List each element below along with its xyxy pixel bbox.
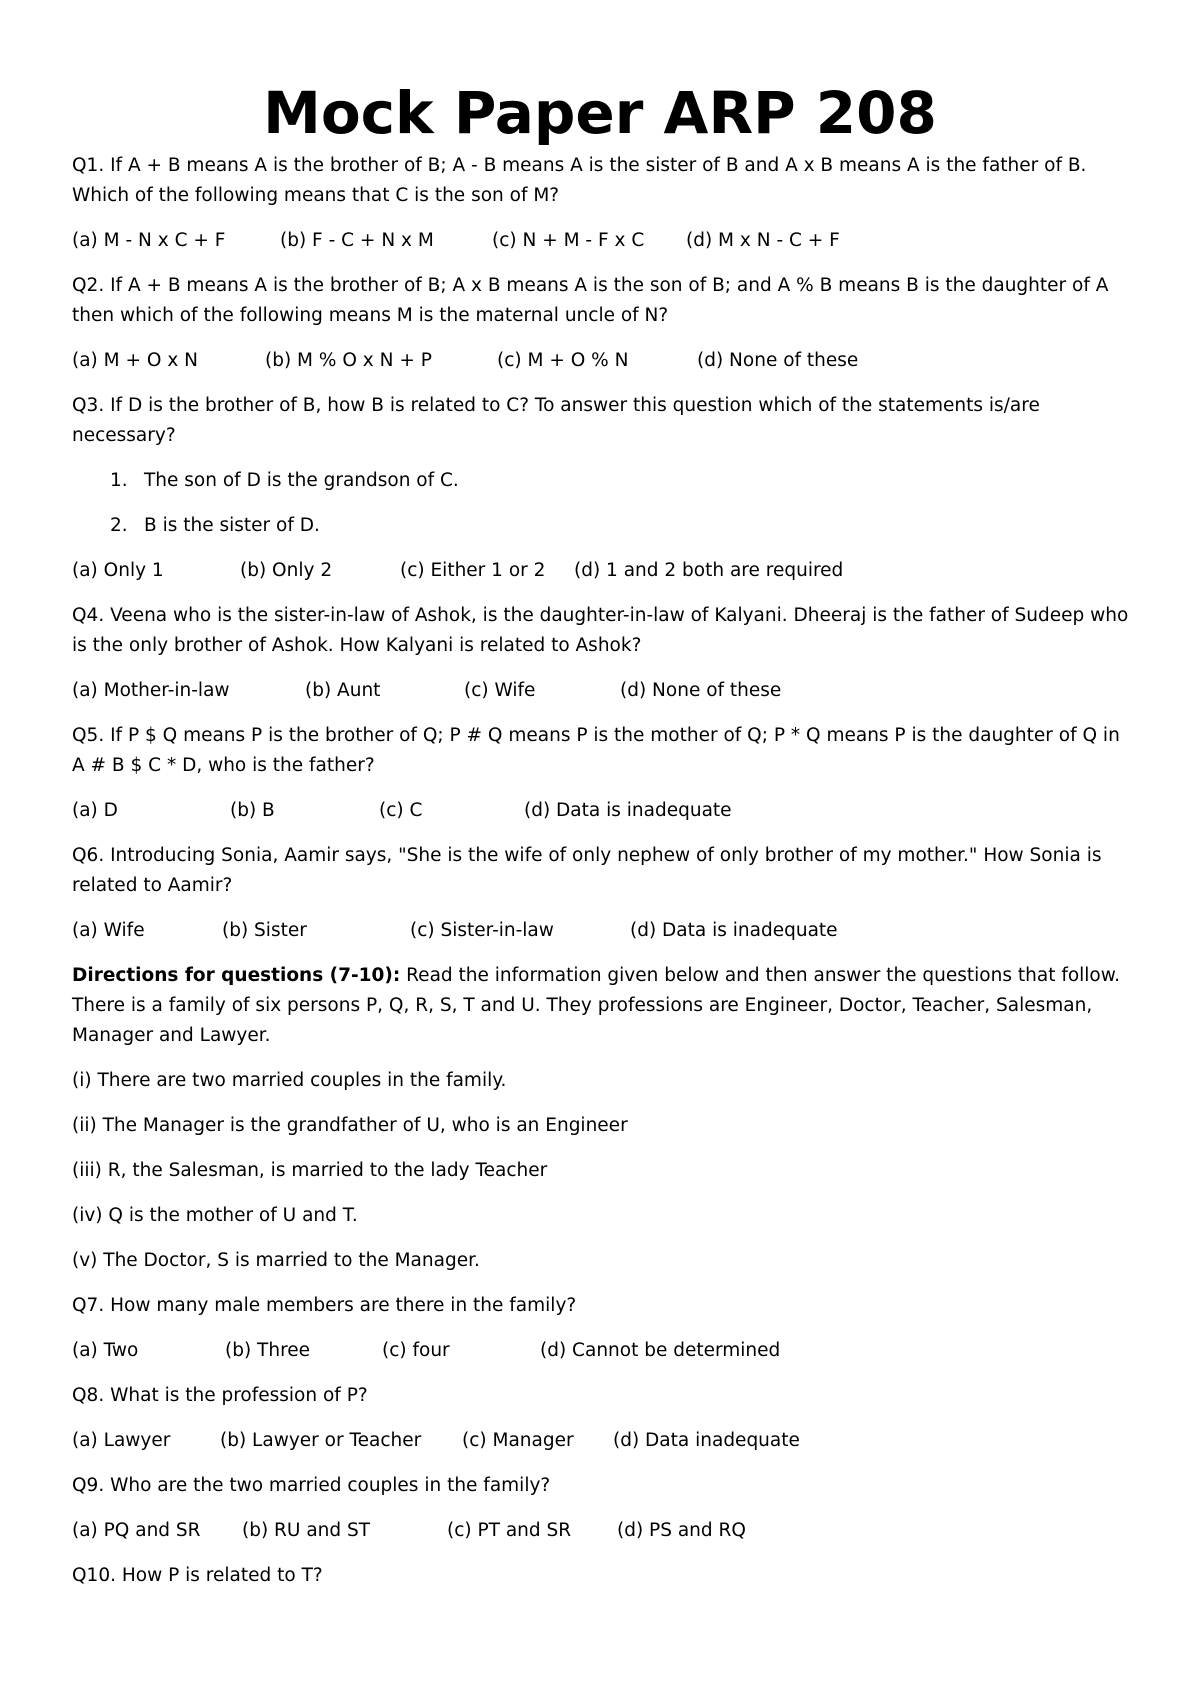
direction-statement: (iii) R, the Salesman, is married to the lady Teacher xyxy=(72,1160,548,1181)
option-a: (a) Mother-in-law xyxy=(72,680,230,701)
option-a: (a) Only 1 xyxy=(72,560,164,581)
option-c: (c) M + O % N xyxy=(497,350,629,371)
question-5-options xyxy=(72,796,1134,826)
question-7-options xyxy=(72,1336,1134,1366)
option-d: (d) PS and RQ xyxy=(617,1520,746,1541)
statement-2 xyxy=(72,511,1134,541)
option-a: (a) D xyxy=(72,800,118,821)
statement-number: 2. xyxy=(110,515,128,536)
option-d: (d) Data is inadequate xyxy=(524,800,732,821)
option-c: (c) Manager xyxy=(462,1430,574,1451)
option-b: (b) F - C + N x M xyxy=(280,230,434,251)
directions-paragraph xyxy=(72,961,1134,1051)
option-c: (c) PT and SR xyxy=(447,1520,572,1541)
question-5: Q5. If P $ Q means P is the brother of Q; P # Q means P is the mother of Q; P * Q means P is the daughter of Q in A # B $ C * D, who is the father? xyxy=(72,725,1120,776)
question-10: Q10. How P is related to T? xyxy=(72,1565,323,1586)
question-2-options xyxy=(72,346,1134,376)
option-d: (d) M x N - C + F xyxy=(686,230,840,251)
question-4-options xyxy=(72,676,1134,706)
option-a: (a) Two xyxy=(72,1340,139,1361)
option-a: (a) PQ and SR xyxy=(72,1520,201,1541)
option-a: (a) Wife xyxy=(72,920,145,941)
option-d: (d) 1 and 2 both are required xyxy=(574,560,844,581)
question-6-options xyxy=(72,916,1134,946)
option-c: (c) Either 1 or 2 xyxy=(400,560,546,581)
question-1-options xyxy=(72,226,1134,256)
option-a: (a) Lawyer xyxy=(72,1430,171,1451)
question-8: Q8. What is the profession of P? xyxy=(72,1385,368,1406)
page-title: Mock Paper ARP 208 xyxy=(263,79,937,147)
option-d: (d) Data is inadequate xyxy=(630,920,838,941)
option-b: (b) Aunt xyxy=(305,680,381,701)
option-c: (c) N + M - F x C xyxy=(492,230,645,251)
option-b: (b) Three xyxy=(225,1340,311,1361)
question-2: Q2. If A + B means A is the brother of B; A x B means A is the son of B; and A % B means B is the daughter of A then which of the following means M is the maternal uncle of N? xyxy=(72,275,1109,326)
statement-text: B is the sister of D. xyxy=(144,515,320,536)
question-3-options xyxy=(72,556,1134,586)
question-4: Q4. Veena who is the sister-in-law of Ashok, is the daughter-in-law of Kalyani. Dheeraj is the father of Sudeep who is the only brother of Ashok. How Kalyani is related to Ashok? xyxy=(72,605,1129,656)
statement-number: 1. xyxy=(110,470,128,491)
option-d: (d) Data inadequate xyxy=(613,1430,800,1451)
direction-statement: (i) There are two married couples in the family. xyxy=(72,1070,507,1091)
option-d: (d) None of these xyxy=(620,680,782,701)
option-c: (c) Sister-in-law xyxy=(410,920,554,941)
option-c: (c) C xyxy=(379,800,423,821)
option-b: (b) Lawyer or Teacher xyxy=(220,1430,422,1451)
option-a: (a) M - N x C + F xyxy=(72,230,226,251)
option-d: (d) Cannot be determined xyxy=(540,1340,781,1361)
question-9: Q9. Who are the two married couples in the family? xyxy=(72,1475,551,1496)
option-d: (d) None of these xyxy=(697,350,859,371)
option-b: (b) Sister xyxy=(222,920,307,941)
directions-text: Read the information given below and then answer the questions that follow. There is a family of six persons P, Q, R, S, T and U. They professions are Engineer, Doctor, Teacher, Salesman, Manager and Lawyer. xyxy=(72,965,1121,1046)
question-9-options xyxy=(72,1516,1134,1546)
option-a: (a) M + O x N xyxy=(72,350,198,371)
statement-text: The son of D is the grandson of C. xyxy=(144,470,459,491)
option-b: (b) M % O x N + P xyxy=(265,350,432,371)
question-7: Q7. How many male members are there in the family? xyxy=(72,1295,577,1316)
direction-statement: (v) The Doctor, S is married to the Manager. xyxy=(72,1250,480,1271)
statement-1 xyxy=(72,466,1134,496)
option-c: (c) four xyxy=(382,1340,450,1361)
question-8-options xyxy=(72,1426,1134,1456)
question-content xyxy=(72,151,1134,1606)
question-6: Q6. Introducing Sonia, Aamir says, "She is the wife of only nephew of only brother of my mother." How Sonia is related to Aamir? xyxy=(72,845,1102,896)
question-1: Q1. If A + B means A is the brother of B; A - B means A is the sister of B and A x B means A is the father of B. Which of the following means that C is the son of M? xyxy=(72,155,1087,206)
option-b: (b) B xyxy=(230,800,275,821)
option-c: (c) Wife xyxy=(464,680,536,701)
direction-statement: (iv) Q is the mother of U and T. xyxy=(72,1205,358,1226)
directions-heading: Directions for questions (7-10): xyxy=(72,965,401,986)
option-b: (b) Only 2 xyxy=(240,560,333,581)
direction-statement: (ii) The Manager is the grandfather of U, who is an Engineer xyxy=(72,1115,628,1136)
question-3: Q3. If D is the brother of B, how B is related to C? To answer this question which of the statements is/are necessary? xyxy=(72,395,1040,446)
option-b: (b) RU and ST xyxy=(242,1520,371,1541)
